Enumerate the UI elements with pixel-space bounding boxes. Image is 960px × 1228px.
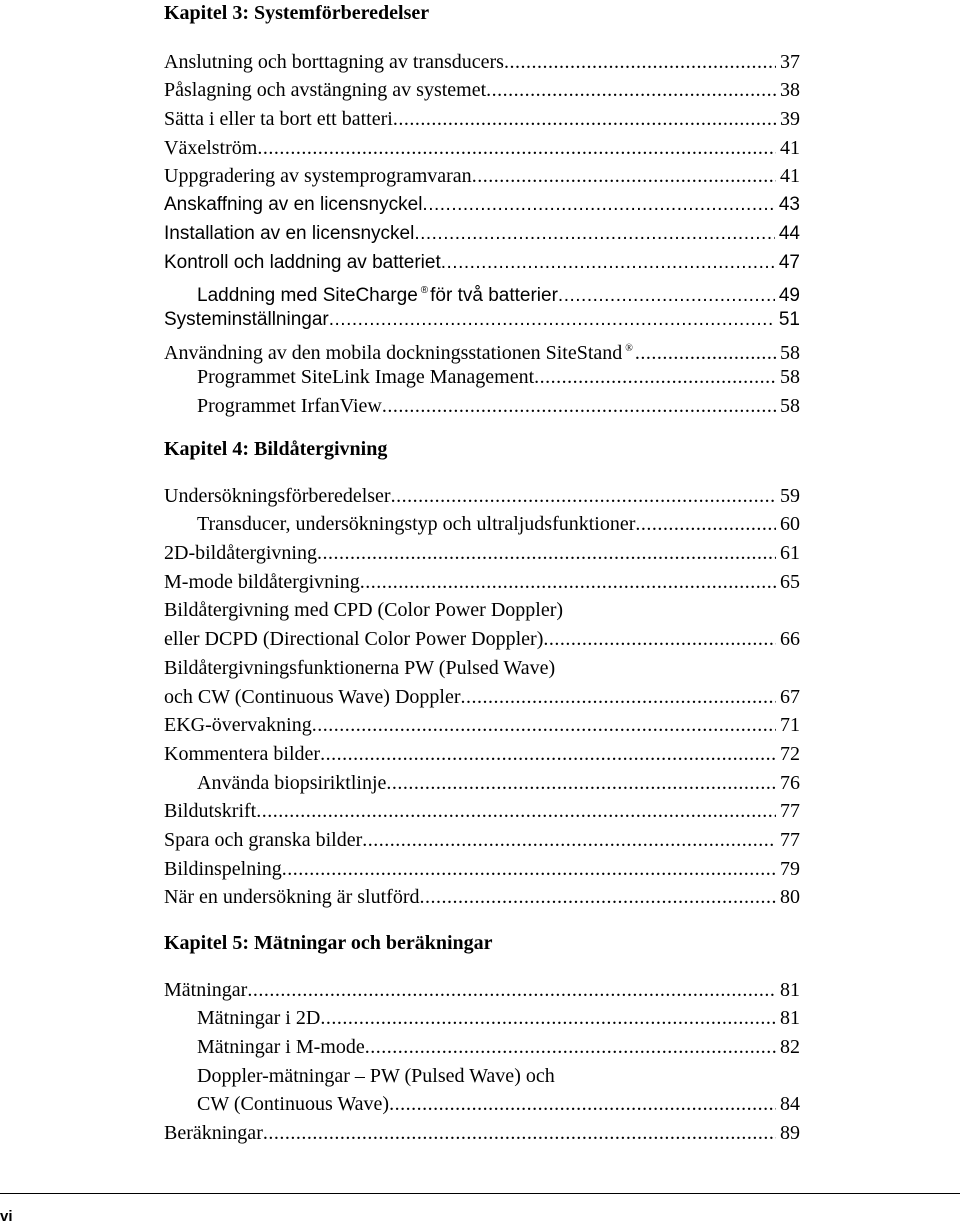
entry-title: och CW (Continuous Wave) Doppler [164, 685, 461, 708]
entry-page-number: 72 [780, 742, 800, 765]
entry-title: Undersökningsförberedelser [164, 484, 391, 507]
entry-title: EKG-övervakning [164, 714, 312, 737]
dot-leader [543, 625, 776, 654]
page-number: vi [0, 1208, 13, 1225]
dot-leader [391, 482, 776, 511]
toc-entry[interactable] [164, 191, 800, 220]
toc-entry[interactable] [164, 162, 800, 191]
dot-leader [441, 249, 775, 278]
entry-page-number: 77 [780, 828, 800, 851]
toc-entry[interactable] [164, 105, 800, 134]
toc-entry[interactable] [164, 740, 800, 769]
toc-entry[interactable] [164, 1004, 800, 1033]
entry-page-number: 58 [780, 366, 800, 389]
dot-leader [312, 711, 776, 740]
toc-entry[interactable] [164, 306, 800, 335]
dot-leader [360, 568, 776, 597]
dot-leader [472, 162, 776, 191]
entry-page-number: 61 [780, 542, 800, 565]
toc-entry[interactable] [164, 335, 800, 364]
entry-title: M-mode bildåtergivning [164, 570, 360, 593]
toc-entry[interactable] [164, 277, 800, 306]
toc-entry[interactable] [164, 855, 800, 884]
toc-entry[interactable] [164, 976, 800, 1005]
entry-page-number: 41 [780, 136, 800, 159]
dot-leader [317, 539, 776, 568]
entry-title: Uppgradering av systemprogramvaran [164, 165, 472, 188]
entry-page-number: 79 [780, 857, 800, 880]
entry-title: Bildutskrift [164, 800, 257, 823]
entry-page-number: 71 [780, 714, 800, 737]
chapter-5-entries [164, 976, 800, 1148]
toc-entry[interactable] [164, 249, 800, 278]
registered-mark: ® [420, 285, 429, 297]
entry-page-number: 60 [780, 513, 800, 536]
dot-leader [414, 220, 775, 249]
dot-leader [320, 1004, 776, 1033]
entry-page-number: 41 [780, 165, 800, 188]
entry-title: Anskaffning av en licensnyckel [164, 194, 423, 216]
entry-title: Anslutning och borttagning av transducers [164, 50, 504, 73]
toc-entry[interactable] [164, 625, 800, 654]
toc-entry[interactable] [164, 711, 800, 740]
toc-entry[interactable] [164, 596, 800, 625]
entry-title: Transducer, undersökningstyp och ultraljudsfunktioner [197, 513, 636, 536]
entry-title: Växelström [164, 136, 258, 159]
entry-page-number: 38 [780, 79, 800, 102]
toc-entry[interactable] [164, 392, 800, 421]
entry-page-number: 82 [780, 1036, 800, 1059]
entry-title: Systeminställningar [164, 308, 329, 330]
entry-page-number: 76 [780, 771, 800, 794]
toc-entry[interactable] [164, 568, 800, 597]
dot-leader [486, 76, 776, 105]
entry-title: Sätta i eller ta bort ett batteri [164, 108, 393, 131]
toc-entry[interactable] [164, 883, 800, 912]
toc-entry[interactable] [164, 1090, 800, 1119]
entry-page-number: 81 [780, 1007, 800, 1030]
dot-leader [504, 48, 776, 77]
toc-entry[interactable] [164, 1033, 800, 1062]
dot-leader [362, 826, 776, 855]
entry-title: 2D-bildåtergivning [164, 542, 317, 565]
dot-leader [382, 392, 776, 421]
entry-title: Mätningar [164, 978, 248, 1001]
toc-entry[interactable] [164, 48, 800, 77]
chapter-heading: Kapitel 4: Bildåtergivning [164, 438, 388, 460]
entry-title: Installation av en licensnyckel [164, 222, 415, 244]
toc-entry[interactable] [164, 797, 800, 826]
entry-title: Programmet SiteLink Image Management [197, 366, 535, 389]
dot-leader [263, 1119, 776, 1148]
entry-page-number: 43 [778, 194, 800, 216]
entry-title: Använda biopsiriktlinje [197, 771, 387, 794]
entry-title: Bildåtergivning med CPD (Color Power Doppler) [164, 599, 564, 622]
entry-page-number: 89 [780, 1122, 800, 1145]
chapter-heading: Kapitel 5: Mätningar och beräkningar [164, 932, 493, 954]
entry-page-number: 51 [778, 308, 800, 330]
chapter-3-section [164, 0, 800, 421]
entry-page-number: 67 [780, 685, 800, 708]
entry-page-number: 84 [780, 1093, 800, 1116]
entry-page-number: 44 [778, 222, 800, 244]
dot-leader [247, 976, 776, 1005]
entry-page-number: 47 [778, 251, 800, 273]
entry-page-number: 39 [780, 108, 800, 131]
toc-entry[interactable] [164, 134, 800, 163]
dot-leader [282, 855, 776, 884]
toc-entry[interactable] [164, 769, 800, 798]
entry-page-number: 81 [780, 978, 800, 1001]
entry-title: Kontroll och laddning av batteriet [164, 251, 441, 273]
entry-page-number: 49 [778, 285, 800, 307]
chapter-3-entries [164, 48, 800, 421]
dot-leader [386, 769, 776, 798]
entry-title: Bildåtergivningsfunktionerna PW (Pulsed Wave) [164, 656, 556, 679]
dot-leader [461, 683, 777, 712]
entry-title-main: Användning av den mobila dockningsstationen SiteStand [164, 341, 623, 364]
entry-page-number: 80 [780, 886, 800, 909]
entry-title-suffix: för två batterier [430, 285, 558, 307]
entry-page-number: 77 [780, 800, 800, 823]
toc-entry[interactable] [164, 363, 800, 392]
chapter-4-section [164, 435, 800, 912]
dot-leader [256, 797, 776, 826]
entry-title: CW (Continuous Wave) [197, 1093, 390, 1116]
entry-title: Programmet IrfanView [197, 394, 382, 417]
footer-divider [0, 1193, 960, 1194]
dot-leader [257, 134, 776, 163]
toc-entry[interactable] [164, 1119, 800, 1148]
entry-page-number: 65 [780, 570, 800, 593]
dot-leader [393, 105, 776, 134]
entry-title: Spara och granska bilder [164, 828, 363, 851]
entry-title: Kommentera bilder [164, 742, 321, 765]
toc-entry[interactable] [164, 482, 800, 511]
dot-leader [320, 740, 776, 769]
entry-title: Bildinspelning [164, 857, 282, 880]
entry-page-number: 58 [780, 394, 800, 417]
registered-mark: ® [625, 342, 633, 354]
entry-page-number: 59 [780, 484, 800, 507]
toc-entry[interactable] [164, 826, 800, 855]
dot-leader [389, 1090, 776, 1119]
entry-title-main: Laddning med SiteCharge [197, 285, 418, 307]
chapter-heading: Kapitel 3: Systemförberedelser [164, 2, 430, 24]
dot-leader [534, 363, 776, 392]
entry-page-number: 66 [780, 628, 800, 651]
toc-entry[interactable] [164, 220, 800, 249]
toc-entry[interactable] [164, 539, 800, 568]
entry-title: eller DCPD (Directional Color Power Doppler) [164, 628, 544, 651]
entry-title: Mätningar i M-mode [197, 1036, 365, 1059]
entry-title: När en undersökning är slutförd [164, 886, 420, 909]
entry-title: Mätningar i 2D [197, 1007, 321, 1030]
toc-entry[interactable] [164, 654, 800, 683]
entry-title: Påslagning och avstängning av systemet [164, 79, 487, 102]
entry-title: Doppler-mätningar – PW (Pulsed Wave) och [197, 1064, 555, 1087]
dot-leader [422, 191, 774, 220]
entry-title: Beräkningar [164, 1122, 263, 1145]
entry-page-number: 37 [780, 50, 800, 73]
chapter-4-entries [164, 482, 800, 912]
dot-leader [635, 510, 776, 539]
toc-entry[interactable] [164, 1062, 800, 1091]
toc-entry[interactable] [164, 683, 800, 712]
toc-entry[interactable] [164, 510, 800, 539]
chapter-5-section [164, 929, 800, 1148]
dot-leader [365, 1033, 776, 1062]
entry-page-number: 58 [780, 341, 800, 364]
dot-leader [420, 883, 777, 912]
toc-entry[interactable] [164, 76, 800, 105]
dot-leader [329, 306, 775, 335]
